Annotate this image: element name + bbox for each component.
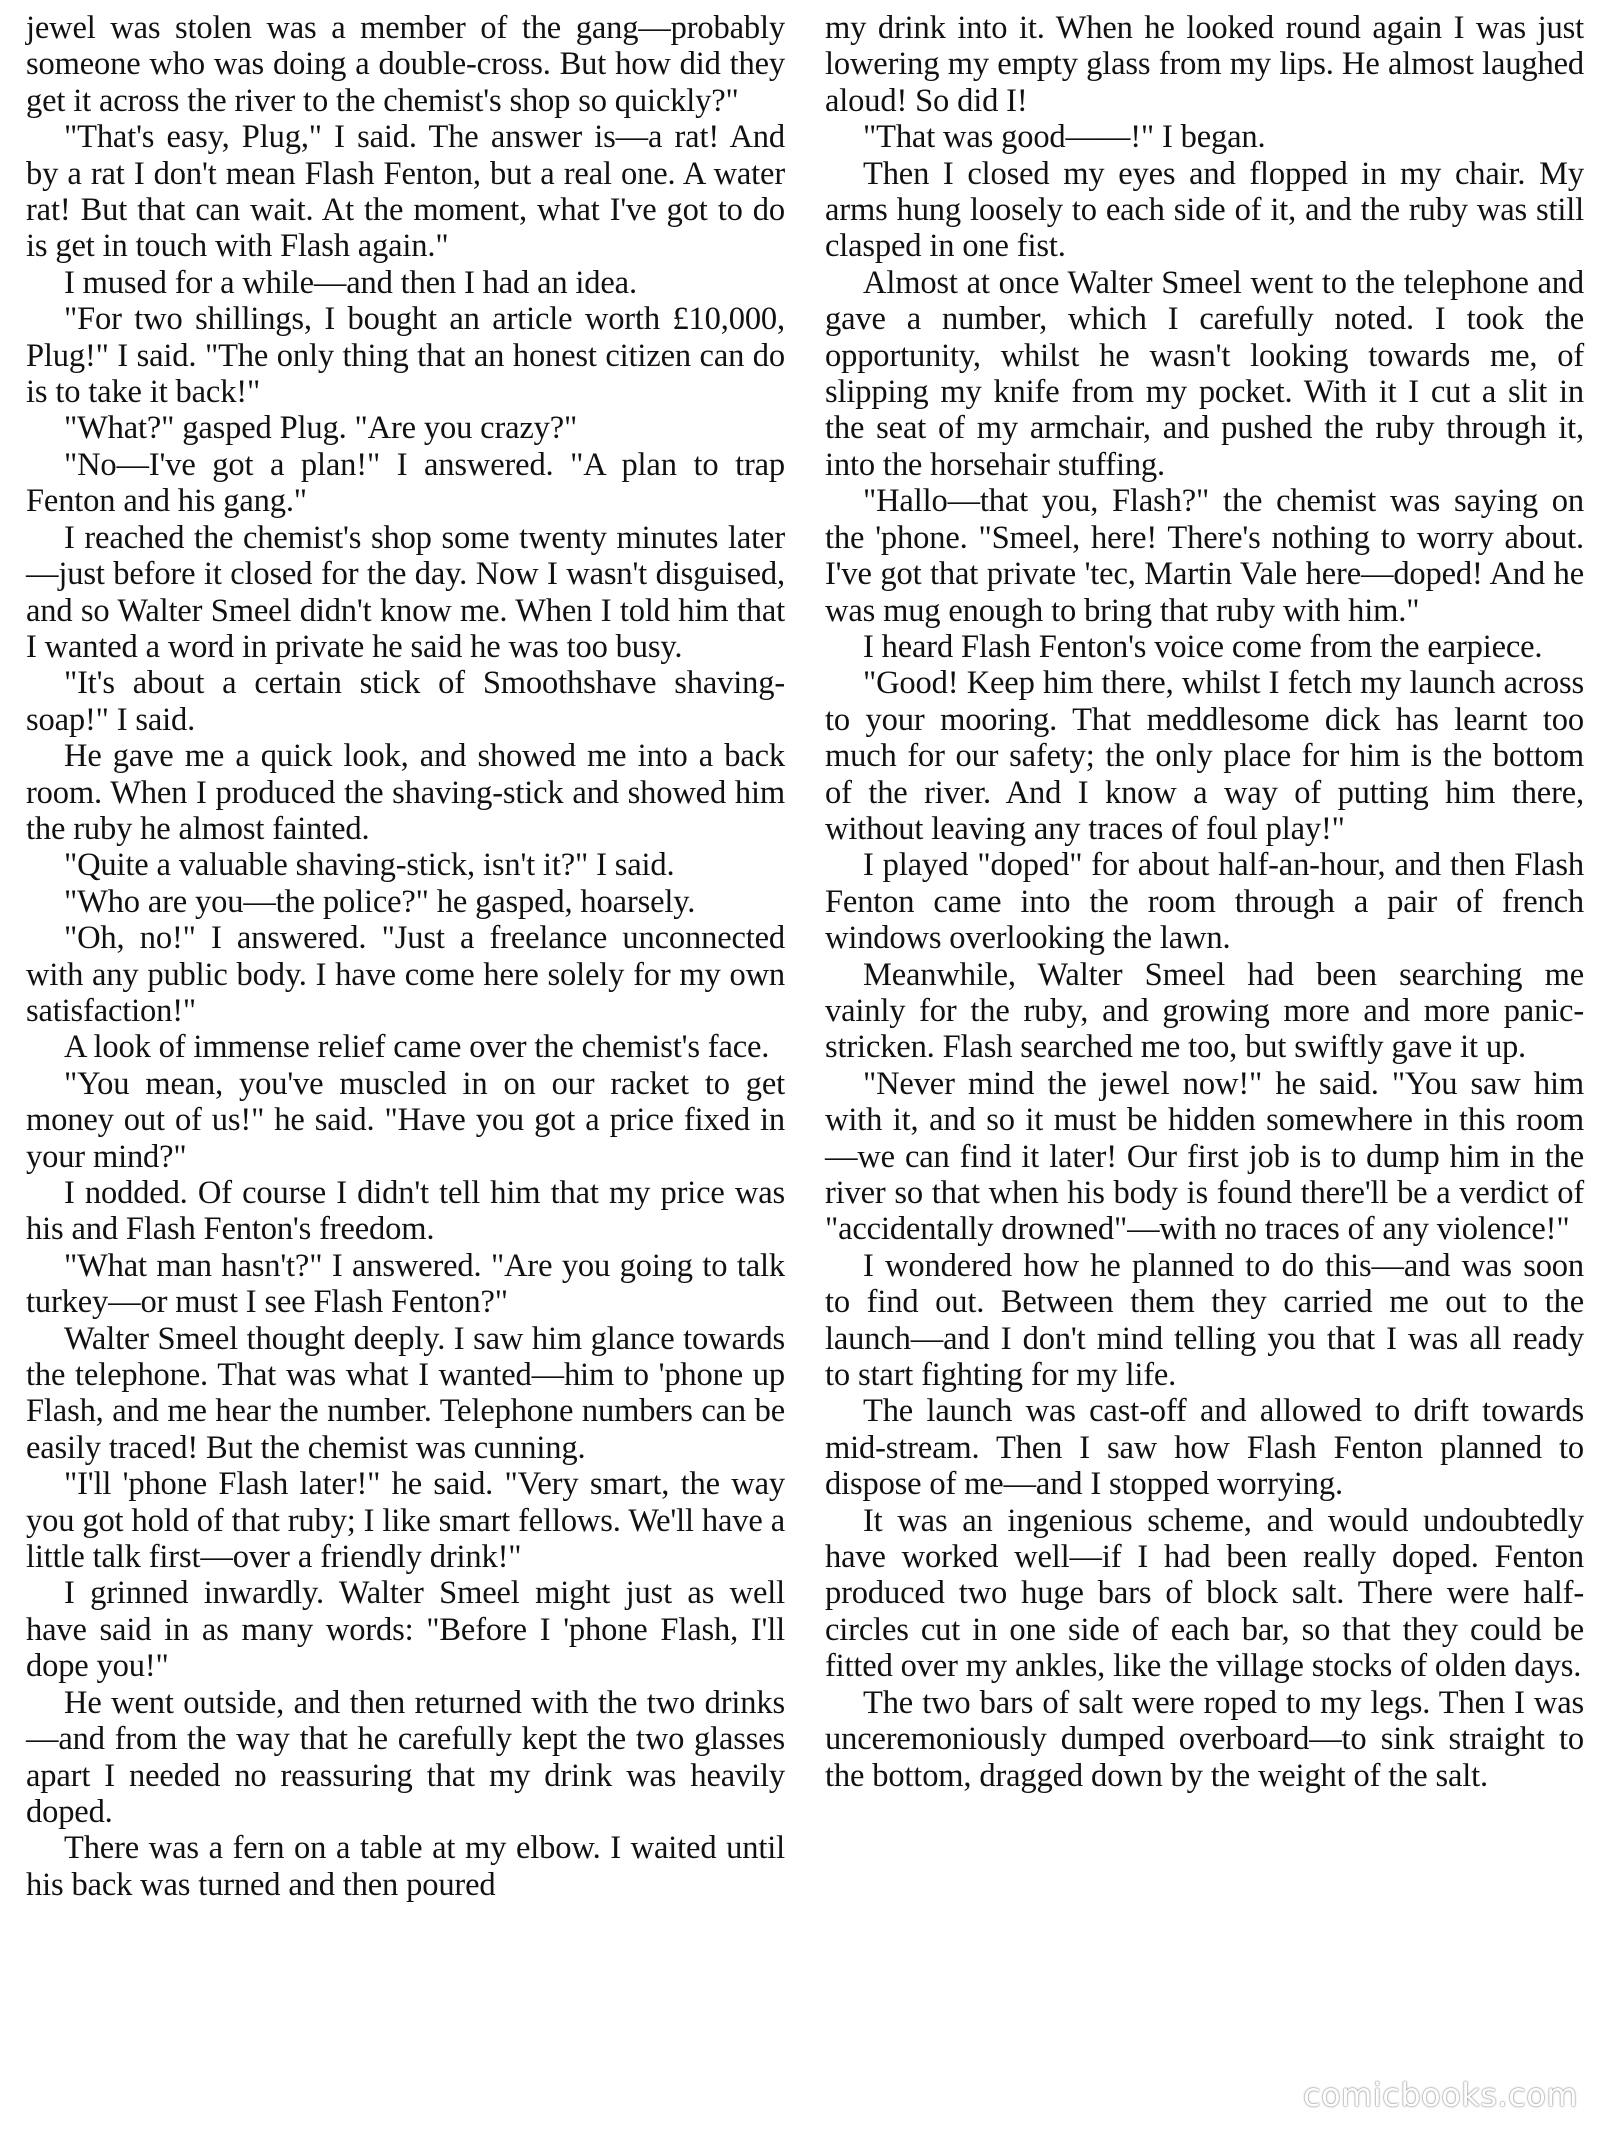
paragraph: "That was good——!" I began. (863, 119, 1266, 156)
paragraph: The launch was cast-off and allowed to drift towards mid-stream. Then I saw how Flash Fenton planned to dispose of me—and I stopped worrying. (825, 1393, 1584, 1503)
paragraph: "No—I've got a plan!" I answered. "A plan to trap Fenton and his gang." (26, 446, 785, 520)
right-column (825, 10, 1584, 2156)
paragraph: I nodded. Of course I didn't tell him that my price was his and Flash Fenton's freedom. (26, 1175, 785, 1248)
paragraph: I wondered how he planned to do this—and was soon to find out. Between them they carried me out to the launch—and I don't mind telling you that I was all ready to start fighting for my life. (825, 1247, 1584, 1394)
left-column (26, 10, 785, 2156)
paragraph: my drink into it. When he looked round again I was just lowering my empty glass from my lips. He almost laughed aloud! So did I! (825, 10, 1584, 119)
paragraph: "Good! Keep him there, whilst I fetch my launch across to your mooring. That meddlesome dick has learnt too much for our safety; the only place for him is the bottom of the river. And I know a way of putting him there, without leaving any traces of foul play!" (825, 665, 1584, 847)
paragraph: "What man hasn't?" I answered. "Are you going to talk turkey—or must I see Flash Fenton?" (26, 1247, 785, 1321)
paragraph: Then I closed my eyes and flopped in my chair. My arms hung loosely to each side of it, and the ruby was still clasped in one fist. (825, 155, 1584, 265)
paragraph: Almost at once Walter Smeel went to the telephone and gave a number, which I carefully noted. I took the opportunity, whilst he wasn't looking towards me, of slipping my knife from my pocket. With it I cut a slit in the seat of my armchair, and pushed the ruby through it, into the horsehair stuffing. (825, 264, 1584, 483)
paragraph: He gave me a quick look, and showed me into a back room. When I produced the shaving-stick and showed him the ruby he almost fainted. (26, 738, 785, 847)
paragraph: "Hallo—that you, Flash?" the chemist was saying on the 'phone. "Smeel, here! There's nothing to worry about. I've got that private 'tec, Martin Vale here—doped! And he was mug enough to bring that ruby with him." (825, 483, 1584, 629)
paragraph: "Who are you—the police?" he gasped, hoarsely. (64, 883, 696, 920)
paragraph: "That's easy, Plug," I said. The answer is—a rat! And by a rat I don't mean Flash Fenton, but a real one. A water rat! But that can wait. At the moment, what I've got to do is get in touch with Flash again." (26, 119, 785, 265)
paragraph: He went outside, and then returned with the two drinks—and from the way that he carefully kept the two glasses apart I needed no reassuring that my drink was heavily doped. (26, 1684, 785, 1830)
paragraph: I grinned inwardly. Walter Smeel might just as well have said in as many words: "Before I 'phone Flash, I'll dope you!" (26, 1575, 785, 1685)
paragraph: Walter Smeel thought deeply. I saw him glance towards the telephone. That was what I wanted—him to 'phone up Flash, and me hear the number. Telephone numbers can be easily traced! But the chemist was cunning. (26, 1320, 785, 1466)
paragraph: It was an ingenious scheme, and would undoubtedly have worked well—if I had been really doped. Fenton produced two huge bars of block salt. There were half-circles cut in one side of each bar, so that they could be fitted over my ankles, like the village stocks of olden days. (825, 1502, 1584, 1685)
paragraph: "Oh, no!" I answered. "Just a freelance unconnected with any public body. I have come here solely for my own satisfaction!" (26, 920, 785, 1029)
paragraph: There was a fern on a table at my elbow. I waited until his back was turned and then poured (26, 1830, 785, 1903)
paragraph: The two bars of salt were roped to my legs. Then I was unceremoniously dumped overboard—to sink straight to the bottom, dragged down by the weight of the salt. (825, 1684, 1584, 1794)
paragraph: I reached the chemist's shop some twenty minutes later—just before it closed for the day. Now I wasn't disguised, and so Walter Smeel didn't know me. When I told him that I wanted a word in private he said he was too busy. (26, 519, 785, 665)
paragraph: "I'll 'phone Flash later!" he said. "Very smart, the way you got hold of that ruby; I like smart fellows. We'll have a little talk first—over a friendly drink!" (26, 1466, 785, 1576)
paragraph: I played "doped" for about half-an-hour, and then Flash Fenton came into the room through a pair of french windows overlooking the lawn. (825, 847, 1584, 957)
paragraph: "For two shillings, I bought an article worth £10,000, Plug!" I said. "The only thing that an honest citizen can do is to take it back!" (26, 301, 785, 411)
paragraph: "What?" gasped Plug. "Are you crazy?" (64, 410, 578, 447)
watermark: comicbooks.com (1302, 2076, 1578, 2114)
paragraph: "Quite a valuable shaving-stick, isn't it?" I said. (64, 847, 675, 884)
paragraph: "Never mind the jewel now!" he said. "You saw him with it, and so it must be hidden somewhere in this room—we can find it later! Our first job is to dump him in the river so that when his body is found there'll be a verdict of "accidentally drowned"—with no traces of any violence!" (825, 1065, 1584, 1248)
paragraph: I heard Flash Fenton's voice come from the earpiece. (863, 628, 1543, 665)
paragraph: Meanwhile, Walter Smeel had been searching me vainly for the ruby, and growing more and more panic-stricken. Flash searched me too, but swiftly gave it up. (825, 956, 1584, 1066)
paragraph: "It's about a certain stick of Smoothshave shaving-soap!" I said. (26, 665, 785, 738)
paragraph: I mused for a while—and then I had an idea. (64, 264, 637, 301)
paragraph: jewel was stolen was a member of the gang—probably someone who was doing a double-cross. But how did they get it across the river to the chemist's shop so quickly?" (26, 10, 785, 119)
paragraph: "You mean, you've muscled in on our racket to get money out of us!" he said. "Have you got a price fixed in your mind?" (26, 1065, 785, 1175)
paragraph: A look of immense relief came over the chemist's face. (64, 1029, 770, 1066)
